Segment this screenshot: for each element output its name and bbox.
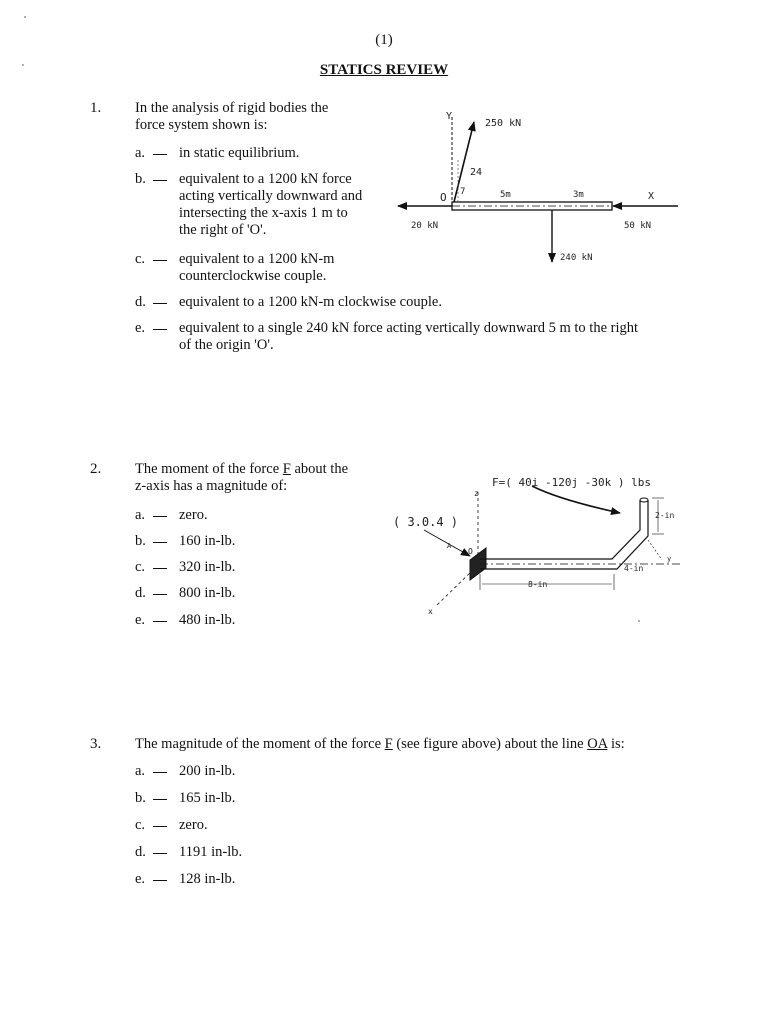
option-b[interactable]	[135, 790, 235, 807]
question-stem	[135, 736, 625, 753]
option-c[interactable]	[135, 817, 208, 834]
option-line: of the origin 'O'.	[179, 337, 274, 353]
stem-text: about the	[290, 461, 349, 477]
stem-line: force system shown is:	[135, 117, 268, 133]
option-line: acting vertically downward and	[179, 188, 363, 204]
line-symbol: OA	[587, 736, 608, 752]
option-line: the right of 'O'.	[179, 222, 267, 238]
force-symbol: F	[282, 461, 291, 477]
question-number: 2.	[90, 461, 102, 477]
option-letter: a.	[135, 507, 146, 523]
option-letter: b.	[135, 790, 146, 806]
z-axis-label: z	[474, 489, 479, 498]
slope-run-label: 7	[460, 187, 466, 197]
force-20-label: 20 kN	[411, 221, 439, 231]
y-axis-label: Y	[446, 111, 453, 122]
option-text: 200 in-lb.	[179, 763, 236, 779]
dim-3m-label: 3m	[573, 190, 584, 200]
option-letter: d.	[135, 294, 146, 310]
answer-blank[interactable]	[153, 880, 167, 881]
stem-text: The magnitude of the moment of the force	[135, 736, 385, 752]
dim-4-line	[648, 540, 662, 560]
option-text: 800 in-lb.	[179, 585, 236, 601]
point-a-label: A	[447, 542, 452, 550]
option-text: 160 in-lb.	[179, 533, 236, 549]
force-symbol: F	[384, 736, 393, 752]
option-text: 480 in-lb.	[179, 612, 236, 628]
dim-2-label: 2-in	[655, 511, 675, 520]
bar-outline-top	[480, 500, 640, 559]
option-text: 165 in-lb.	[179, 790, 236, 806]
origin-label: O	[468, 547, 473, 556]
option-letter: c.	[135, 817, 146, 833]
option-letter: d.	[135, 844, 146, 860]
x-axis-label: x	[428, 607, 433, 616]
dim-8-label: 8-in	[528, 580, 548, 589]
page-title: STATICS REVIEW	[319, 62, 449, 78]
option-line: equivalent to a 1200 kN force	[179, 171, 352, 187]
option-letter: e.	[135, 320, 146, 336]
stem-text: The moment of the force	[135, 461, 283, 477]
option-letter: a.	[135, 145, 146, 161]
dim-5m-label: 5m	[500, 190, 511, 200]
force-50-label: 50 kN	[624, 221, 652, 231]
option-line: equivalent to a 1200 kN-m	[179, 251, 335, 267]
answer-blank[interactable]	[153, 826, 167, 827]
origin-label: O	[440, 191, 447, 204]
dim-4-label: 4-in	[624, 564, 644, 573]
y-axis-label: y	[667, 555, 672, 563]
option-line: intersecting the x-axis 1 m to	[179, 205, 348, 221]
stem-text: (see figure above) about the line	[392, 736, 588, 752]
option-line: in static equilibrium.	[179, 145, 300, 161]
option-letter: a.	[135, 763, 146, 779]
force-250-label: 250 kN	[485, 118, 522, 129]
stem-line: In the analysis of rigid bodies the	[135, 100, 329, 116]
option-letter: e.	[135, 871, 146, 887]
force-240-label: 240 kN	[560, 253, 593, 263]
stem-text: is:	[607, 736, 625, 752]
bar-end	[640, 498, 648, 502]
option-text: zero.	[179, 507, 208, 523]
option-e[interactable]	[135, 871, 235, 888]
point-a-coordinates: ( 3.0.4 )	[393, 515, 459, 529]
option-d[interactable]	[135, 844, 242, 861]
page-number: (1)	[375, 32, 393, 48]
option-line: counterclockwise couple.	[179, 268, 327, 284]
option-text: 128 in-lb.	[179, 871, 236, 887]
option-letter: c.	[135, 251, 146, 267]
force-f-arrow	[532, 486, 620, 513]
answer-blank[interactable]	[153, 853, 167, 854]
option-line: equivalent to a 1200 kN-m clockwise couple.	[179, 294, 442, 310]
option-letter: e.	[135, 612, 146, 628]
answer-blank[interactable]	[153, 799, 167, 800]
stem-line: z-axis has a magnitude of:	[135, 478, 288, 494]
option-line: equivalent to a single 240 kN force acting vertically downward 5 m to the right	[179, 320, 639, 336]
option-letter: c.	[135, 559, 146, 575]
question-number: 1.	[90, 100, 102, 116]
answer-blank[interactable]	[153, 772, 167, 773]
force-vector-label: F=( 40i -120j -30k ) lbs	[492, 476, 651, 489]
option-a[interactable]	[135, 763, 235, 780]
option-text: zero.	[179, 817, 208, 833]
option-letter: b.	[135, 533, 146, 549]
slope-rise-label: 24	[470, 167, 483, 178]
option-letter: d.	[135, 585, 146, 601]
x-axis-label: X	[648, 191, 655, 202]
option-text: 320 in-lb.	[179, 559, 236, 575]
option-letter: b.	[135, 171, 146, 187]
question-number: 3.	[90, 736, 102, 752]
option-text: 1191 in-lb.	[179, 844, 243, 860]
